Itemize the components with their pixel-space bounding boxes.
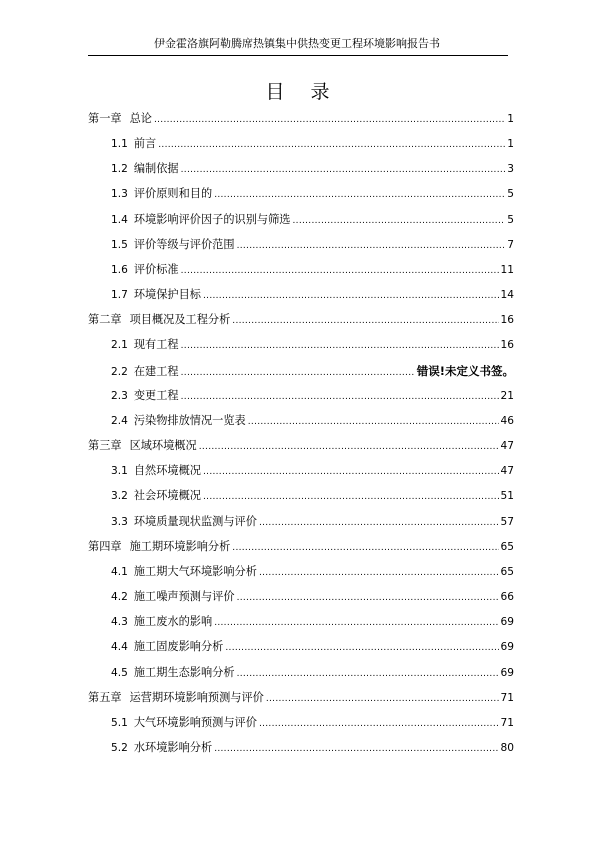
dot-leader (181, 262, 499, 280)
toc-section-entry[interactable] (111, 135, 514, 153)
toc-entry-number: 1.1 (111, 138, 128, 151)
toc-section-entry[interactable] (111, 613, 514, 631)
dot-leader (214, 614, 498, 632)
dot-leader (199, 438, 499, 456)
toc-section-entry[interactable] (111, 236, 514, 254)
toc-section-entry[interactable] (111, 487, 514, 505)
dot-leader (225, 639, 498, 657)
dot-leader (158, 136, 505, 154)
toc-entry-number: 2.1 (111, 339, 128, 352)
toc-entry-number: 5.2 (111, 742, 128, 754)
toc-entry-title: 总论 (129, 112, 152, 125)
toc-page-number: 3 (507, 163, 514, 176)
toc-section-entry[interactable] (111, 739, 514, 757)
toc-chapter-entry[interactable] (88, 311, 514, 329)
toc-entry-title: 评价等级与评价范围 (133, 237, 235, 251)
toc-entry-number: 3.3 (111, 515, 128, 528)
toc-entry-number: 4.5 (111, 666, 128, 679)
toc-entry-title: 运营期环境影响预测与评价 (129, 690, 264, 704)
toc-entry-number: 1.6 (111, 263, 128, 276)
dot-leader (232, 539, 498, 557)
toc-page-number: 14 (500, 289, 514, 302)
toc-page-number: 46 (500, 414, 514, 427)
dot-leader (237, 589, 499, 607)
toc-section-entry[interactable] (111, 160, 514, 178)
toc-page-number: 1 (507, 113, 514, 125)
toc-entry-title: 评价原则和目的 (133, 187, 213, 201)
toc-section-entry[interactable] (111, 563, 514, 581)
toc-page-number: 11 (500, 263, 514, 276)
dot-leader (203, 463, 499, 481)
toc-entry-title: 项目概况及工程分析 (129, 313, 231, 327)
header-rule (88, 55, 508, 56)
toc-entry-title: 前言 (133, 137, 157, 151)
toc-section-entry[interactable] (111, 211, 514, 229)
dot-leader (181, 388, 499, 406)
dot-leader (214, 740, 498, 758)
running-header: 伊金霍洛旗阿勒腾席热镇集中供热变更工程环境影响报告书 (154, 37, 440, 50)
dot-leader (266, 690, 499, 708)
dot-leader (181, 364, 415, 382)
dot-leader (154, 111, 505, 129)
toc-entry-number: 5.1 (111, 716, 128, 729)
toc-section-entry[interactable] (111, 588, 514, 606)
toc-section-entry[interactable] (111, 513, 514, 531)
toc-entry-number: 第三章 (88, 439, 122, 453)
toc-entry-number: 2.3 (111, 389, 128, 402)
toc-entry-title: 现有工程 (133, 338, 179, 352)
toc-page-number: 16 (500, 339, 514, 352)
dot-leader (248, 413, 499, 431)
toc-entry-title: 评价标准 (133, 262, 179, 276)
toc-entry-title: 在建工程 (133, 364, 179, 378)
toc-entry-title: 环境影响评价因子的识别与筛选 (133, 212, 291, 226)
toc-page-number: 5 (507, 213, 514, 226)
toc-section-entry[interactable] (111, 261, 514, 279)
toc-page-number: 47 (500, 465, 514, 478)
dot-leader (259, 514, 499, 532)
toc-entry-title: 污染物排放情况一览表 (133, 413, 246, 427)
toc-page-number: 65 (500, 565, 514, 578)
toc-entry-number: 2.2 (111, 365, 128, 378)
toc-section-entry[interactable] (111, 412, 514, 430)
toc-entry-title: 大气环境影响预测与评价 (133, 715, 257, 729)
dot-leader (214, 186, 505, 204)
toc-page-number: 80 (500, 742, 514, 754)
dot-leader (203, 488, 499, 506)
toc-entry-number: 第二章 (88, 313, 122, 327)
toc-entry-title: 施工噪声预测与评价 (133, 590, 235, 604)
toc-entry-number: 1.5 (111, 238, 128, 251)
toc-entry-title: 施工期大气环境影响分析 (133, 564, 257, 578)
toc-page-number: 57 (500, 515, 514, 528)
toc-bookmark-error: 错误!未定义书签。 (416, 363, 514, 378)
toc-entry-title: 编制依据 (133, 162, 179, 176)
dot-leader (203, 287, 499, 305)
toc-chapter-entry[interactable] (88, 110, 514, 128)
toc-entry-number: 4.4 (111, 641, 128, 654)
toc-entry-title: 环境保护目标 (133, 288, 201, 302)
toc-entry-number: 1.3 (111, 188, 128, 201)
dot-leader (181, 161, 506, 179)
toc-page-number: 69 (500, 641, 514, 654)
toc-page-number: 69 (500, 666, 514, 679)
toc-chapter-entry[interactable] (88, 437, 514, 455)
toc-chapter-entry[interactable] (88, 538, 514, 556)
toc-section-entry[interactable] (111, 664, 514, 682)
toc-entry-number: 4.3 (111, 616, 128, 629)
toc-entry-title: 自然环境概况 (133, 464, 201, 478)
toc-page-number: 51 (500, 490, 514, 503)
toc-title: 目 录 (265, 81, 340, 103)
toc-entry-title: 水环境影响分析 (133, 741, 213, 754)
dot-leader (293, 212, 506, 230)
toc-entry-number: 3.2 (111, 490, 128, 503)
dot-leader (181, 337, 499, 355)
toc-section-entry[interactable] (111, 286, 514, 304)
toc-page-number: 66 (500, 591, 514, 604)
toc-page-number: 71 (500, 691, 514, 704)
toc-entry-title: 施工固废影响分析 (133, 640, 224, 654)
toc-entry-number: 第四章 (88, 539, 122, 553)
toc-page-number: 1 (507, 138, 514, 151)
toc-page-number: 69 (500, 616, 514, 629)
toc-entry-title: 环境质量现状监测与评价 (133, 514, 257, 528)
toc-entry-title: 施工期环境影响分析 (129, 539, 231, 553)
toc-page-number: 21 (500, 389, 514, 402)
dot-leader (237, 237, 506, 255)
toc-section-entry[interactable] (111, 462, 514, 480)
toc-entry-number: 4.2 (111, 591, 128, 604)
toc-entry-title: 施工期生态影响分析 (133, 665, 235, 679)
toc-page-number: 16 (500, 314, 514, 327)
toc-section-entry[interactable] (111, 714, 514, 732)
toc-entry-number: 第一章 (88, 112, 122, 125)
toc-page-number: 71 (500, 716, 514, 729)
toc-entry-number: 2.4 (111, 414, 128, 427)
toc-page-number: 65 (500, 540, 514, 553)
toc-entry-number: 1.7 (111, 289, 128, 302)
dot-leader (259, 564, 499, 582)
dot-leader (259, 715, 499, 733)
toc-page-number: 7 (507, 238, 514, 251)
toc-page-number: 47 (500, 440, 514, 453)
toc-section-entry[interactable] (111, 185, 514, 203)
toc-entry-number: 1.2 (111, 163, 128, 176)
toc-section-entry[interactable] (111, 638, 514, 656)
toc-entry-title: 变更工程 (133, 388, 179, 402)
toc-section-entry[interactable] (111, 387, 514, 405)
dot-leader (237, 665, 499, 683)
toc-entry-title: 区域环境概况 (129, 439, 197, 453)
toc-chapter-entry[interactable] (88, 689, 514, 707)
toc-section-entry[interactable] (111, 362, 514, 380)
toc-entry-title: 社会环境概况 (133, 489, 201, 503)
toc-entry-title: 施工废水的影响 (133, 615, 213, 629)
toc-entry-number: 4.1 (111, 565, 128, 578)
toc-section-entry[interactable] (111, 336, 514, 354)
dot-leader (232, 312, 498, 330)
toc-page-number: 5 (507, 188, 514, 201)
toc-entry-number: 3.1 (111, 465, 128, 478)
toc-entry-number: 1.4 (111, 213, 128, 226)
toc-entry-number: 第五章 (88, 690, 122, 704)
